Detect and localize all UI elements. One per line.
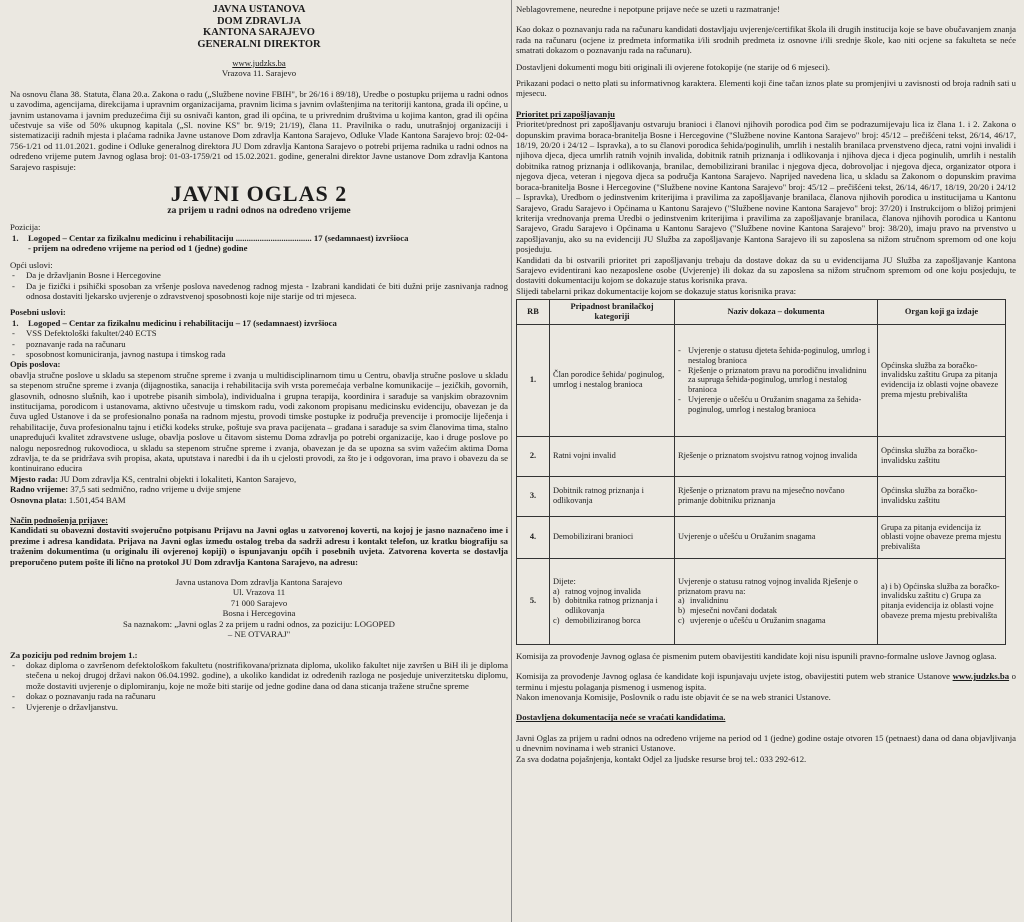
document-subtitle: za prijem u radni odnos na određeno vrijeme xyxy=(167,206,351,217)
intro-paragraph: Na osnovu člana 38. Statuta, člana 20.a. Zakona o radu („Službene novine FBIH", br 26/16 i 89/18), Uredbe o postupku prijema u radni odnos u zavodima, agencijama, direkcijama i upravnim organizacijama, pravnim licima s javnim ovlaštenjima na teritoriji kantona, grada ili općine, u javnim ustanovama i javnim preduzećima čiji su osnivači kanton, grad ili općina, te u privrednim društvima u kojima kanton, grad ili općina učestvuje sa više od 50% ukupnog kapitala („Sl. novine KS" br. 9/19; 21/19), člana 11. Pravilnika o radu, unutrašnjoj organizaciji i sistematizaciji radnih mjesta i plaćama radnika Javne ustanove Dom zdravlja Kantona Sarajevo, Odluke Vlade Kantona Sarajevo broj: 02-04-756-1/21 od 11.01.2021. godine i Odluke generalnog direktora JU Dom zdravlja Kantona Sarajevo o potrebi prijema radnika u radni odnos na određeno vrijeme putem Javnog oglasa broj: 01-03-1759/21 od 15.02.2021. godine, generalni direktor Javne ustanove Dom zdravlja Kantona Sarajevo raspisuje: xyxy=(10,88,508,172)
pozicija-period: - prijem na određeno vrijeme na period od 1 (jedne) godine xyxy=(28,243,248,254)
za-poziciju-label: Za poziciju pod rednim brojem 1.: xyxy=(10,649,138,660)
table-cell-document: Uvjerenje o učešću u Oružanim snagama xyxy=(675,516,878,558)
plata-label: Osnovna plata: xyxy=(10,494,67,505)
category-item xyxy=(553,616,671,626)
mjesto-label: Mjesto rada: xyxy=(10,473,59,484)
table-cell-rb: 4. xyxy=(517,516,550,558)
pozicija-text: Logoped – Centar za fizikalnu medicinu i rehabilitaciju ................................... 17 (sedamnaest) izvršioca xyxy=(28,232,409,243)
right-paragraph-1: Neblagovremene, neurednе i nepotpune prijave neće se uzeti u razmatranje! xyxy=(516,4,780,14)
za-poziciju-item: - Uvjerenje o državljanstvu. xyxy=(10,702,508,712)
table-cell-document: Rješenje o priznatom svojstvu ratnog vojnog invalida xyxy=(675,436,878,476)
prioritet-label: Prioritet pri zapošljavanju xyxy=(516,108,615,119)
opis-paragraph: obavlja stručne poslove u skladu sa stepenom stručne spreme i zvanja u multidisciplinarnom timu u Centru, obavlja stručne poslove u skladu sa stepenom stručne spreme i zvanja (dijagnostika, sanacija i rehabilitacija svih vrsta poremećaja verbalne komunikacije – jezičkih, govornih, glasovnih, odnosno slušnih, kao i upotrebe pisanih simbola), individualna i grupna terapija, koordinira i sarađuje sa vanjskim obrazovnim institucijama, porodicom i ustanovama, aktivno učestvuje u timskom radu, vodi zakonom propisanu medicinsku evidenciju, obavezan je da čuva ugled Ustanove i da se profesionalno ponaša na radnom mjestu, provodi timske postupke iz područja prevencije i promocije liječenja i rehabilitacije, čuva profesionalnu tajnu i etički kodeks struke, poštuje sva prava pacijenata – građana i sarađuje sa svim članovima tima, stalno unapređujući kvalitet zdravstvene usluge, obavlja poslove u čitavom sistemu Doma zdravlja po potrebi organizacije, kao i druge poslove po nalogu neposrednog rukovodioca, u skladu sa stepenom stručne spreme i zvanja, obavezan je da se upozna sa svim važećim aktima Doma zdravlja, te da se pridržava svih propisa, akata, uputstava i naredbi i da ih u cjelosti provodi, za što je i odgovoran, ima pravo i obavezu da se kontinuirano educira xyxy=(10,369,508,474)
table-cell-category: Ratni vojni invalid xyxy=(550,436,675,476)
item-letter: a) xyxy=(678,596,685,606)
item-text: uvjerenje o učešću u Oružanim snagama xyxy=(690,615,826,625)
osnovna-plata xyxy=(10,495,508,505)
table-cell-rb: 3. xyxy=(517,476,550,516)
posebni-uslov-item: - sposobnost komuniciranja, javnog nastupa i timskog rada xyxy=(10,349,508,359)
prioritet-paragraph: Prioritet/prednost pri zapošljavanju ostvaruju branioci i članovi njihovih porodica pod čim se podrazumijevaju lica iz člana 1. i 2. Zakona o dopunskim pravima boraca-branitelja Bosne i Hercegovine ("Službene novine Kantona Sarajevo" broj: 45/12 – prečišćeni tekst, 26/14, 46/17, 18/19, 20/20 i 24/12 – Ispravka), a to su članovi porodica šehida/poginulih, umrlih i nestalih branilaca prvenstveno djeca, ratni vojni invalidi i njihova djeca, djeca umrlih ratnih vojnih invalida, dobitnik ratnih priznanja i odlikovanja i njihova djeca i djeca poginulih, umrlih i nestalih dobitnika ratnog priznanja i odlikovanja, branilac, demobilizirani branilac i njegova djeca, dobrovoljac i njegova djeca, organizator otpora i njegova djeca, veteran i njegova djeca sa područja Kantona Sarajevo. Naprijed navedena lica, u skladu sa Zakonom o dopunskim pravima boraca-branitelja Bosne i Hercegovine ("Službene novine Kantona Sarajevo" broj: 45/12 – prečišćeni tekst, 26/14, 46/17, 18/19, 20/20 i 24/12 – Ispravka), Uredbom o jedinstvenim kriterijima i pravilima za zapošljavanje branilaca, članova njihovih porodica u institucijama u Kantonu Sarajevo, Gradu Sarajevo i Općinama u Kantonu Sarajevo ("Službene novine Kantona Sarajevo" broj: 37/20) i Instrukcijom o bližoj primjeni kriterija vrednovanja prema Uredbi o jedinstvenim kriterijima i pravilima za zapošljavanje branilaca, članova njihovih porodica u Kantonu Sarajevo, Gradu Sarajevo i Općinama u Kantonu Sarajevo ("Službene novine Kantona Sarajevo" broj: 38/20), imaju pravo na prvenstvo u zapošljavanju, ako su na evidenciji JU Služba za zapošljavanje Kantona Sarajevo ili su zaposlena sa nižom stručnom spremom od one koju posjeduju. xyxy=(516,119,1016,255)
header-line-1: JAVNA USTANOVA xyxy=(212,4,306,15)
table-header-row xyxy=(517,300,1006,325)
table-cell-rb: 2. xyxy=(517,436,550,476)
radno-label: Radno vrijeme: xyxy=(10,484,69,495)
address-line: Javna ustanova Dom zdravlja Kantona Sarajevo xyxy=(175,577,343,588)
right-paragraph-6 xyxy=(516,671,1016,692)
table-cell-issuer: Općinska služba za boračko-invalidsku zaštitu xyxy=(878,436,1006,476)
address-line: Sa naznakom: „Javni oglas 2 za prijem u radni odnos, za poziciju: LOGOPED xyxy=(123,618,395,629)
table-cell-issuer: Općinska služba za boračko-invalidsku zaštitu Grupa za pitanja evidencija iz oblasti vojne obaveze prema mjestu prebivališta xyxy=(878,324,1006,436)
za-poziciju-item: - dokaz o poznavanju rada na računaru xyxy=(10,691,508,701)
opci-uslov-item: - Da je fizički i psihički sposoban za vršenje poslova navedenog radnog mjesta - Izabrani kandidati će biti dužni prije zasnivanja radnog odnosa dostaviti ljekarsko uvjerenje o zdravstvenoj sposobnosti koje nije starije od tri mjeseca. xyxy=(10,281,508,302)
right-paragraph-9: Za sva dodatna pojašnjenja, kontakt Odjel za ljudske resurse broj tel.: 033 292-612. xyxy=(516,753,807,764)
website-link-2[interactable]: www.judzks.ba xyxy=(952,671,1010,682)
item-letter: b) xyxy=(553,596,560,606)
document-title: JAVNI OGLAS 2 xyxy=(170,181,348,207)
table-cell-document xyxy=(675,558,878,644)
right-column xyxy=(516,4,1016,764)
document-item xyxy=(678,596,874,606)
mjesto-value: JU Dom zdravlja KS, centralni objekti i lokaliteti, Kanton Sarajevo, xyxy=(60,473,297,484)
p6-start: Komisija za provođenje Javnog oglasa će kandidate koji ispunjavaju uvjete istog, obavijestiti putem web stranice Ustanove xyxy=(516,671,953,682)
item-letter: c) xyxy=(553,615,560,625)
address-line: Bosna i Hercegovina xyxy=(222,608,296,619)
table-cell-category xyxy=(550,558,675,644)
table-cell-category: Član porodice šehida/ poginulog, umrlog i nestalog branioca xyxy=(550,324,675,436)
item-letter: a) xyxy=(553,586,560,596)
item-text: dobitnika ratnog priznanja i odlikovanja xyxy=(565,596,658,616)
opci-uslovi-label: Opći uslovi: xyxy=(10,259,53,270)
posebni-uslovi-label: Posebni uslovi: xyxy=(10,307,66,318)
nacin-paragraph: Kandidati su obavezni dostaviti svojeručno potpisanu Prijavu na Javni oglas u zatvorenoj koverti, na kojoj je jasno naznačeno ime i prezime i adresa kandidata. Prijava na Javni oglas između ostalog treba da sadrži adresu i kontakt telefon, uz kratku biografiju sa traženim dokumentima (u originalu ili ovjerenoj kopiji) o ispunjavanju općih i posebnih uvjeta. Zatvorena koverta se dostavlja preporučeno putem pošte ili lično na protokol JU Dom zdravlja Kantona Sarajevo, na adresu: xyxy=(10,525,508,567)
right-paragraph-4: Prikazani podaci o netto plati su informativnog karaktera. Elementi koji čine tačan iznos plate su promjenjivi u zavisnosti od broja radnih sati u mjesecu. xyxy=(516,78,1016,99)
document-item xyxy=(678,606,874,616)
item-letter: b) xyxy=(678,606,685,616)
status-table xyxy=(516,299,1006,645)
opis-label: Opis poslova: xyxy=(10,359,61,370)
item-text: invalidninu xyxy=(690,596,729,606)
pozicija-label: Pozicija: xyxy=(10,222,41,233)
right-paragraph-5: Komisija za provođenje Javnog oglasa će pismenim putem obavijestiti kandidate koji nisu ispunili pravno-formalne uslove Javnog oglasa. xyxy=(516,650,997,661)
table-header-cell: Naziv dokaza – dokumenta xyxy=(675,300,878,325)
dostavljena-label: Dostavljena dokumentacija neće se vraćati kandidatima. xyxy=(516,712,726,723)
category-item xyxy=(553,596,671,616)
table-cell-document: Rješenje o priznatom pravu na mjesečno novčano primanje dobitniku priznanja xyxy=(675,476,878,516)
document-item xyxy=(678,616,874,626)
table-cell-issuer: Općinska služba za boračko-invalidsku zaštitu xyxy=(878,476,1006,516)
table-row xyxy=(517,558,1006,644)
header-line-4: GENERALNI DIREKTOR xyxy=(197,38,321,50)
right-paragraph-2: Kao dokaz o poznavanju rada na računaru kandidati dostavljaju uvjerenje/certifikat škola ili drugih institucija koje se bave obučavanjem znanja rada na računaru (ocjene iz predmeta informatika i/ili srodnih predmeta iz osnovne i/ili srednje škole, kao niti ocjene sa fakulteta se neće smatrati dokazom o poznavanju rada na računaru). xyxy=(516,24,1016,56)
table-cell-document xyxy=(675,324,878,436)
mjesto-rada xyxy=(10,474,508,484)
header-line-2: DOM ZDRAVLJA xyxy=(216,15,302,27)
document-item: - Uvjerenje o učešću u Oružanim snagama za šehida-poginulog, umrlog i nestalog branioca xyxy=(678,395,874,415)
nacin-label: Način podnošenja prijave: xyxy=(10,515,108,526)
address-line: 71 000 Sarajevo xyxy=(230,597,288,608)
radno-value: 37,5 sati sedmično, radno vrijeme u dvije smjene xyxy=(70,484,241,495)
document-item: - Rješenje o priznatom pravu na porodičnu invalidninu za supruga šehida-poginulog, umrlog i nestalog branioca xyxy=(678,366,874,395)
table-row xyxy=(517,516,1006,558)
opci-uslov-item: - Da je državljanin Bosne i Hercegovine xyxy=(10,270,508,280)
radno-vrijeme xyxy=(10,484,508,494)
document-head: Uvjerenje o statusu ratnog vojnog invalida Rješenje o priznatom pravu na: xyxy=(678,576,858,596)
right-paragraph-7: Nakon imenovanja Komisije, Poslovnik o radu iste objavit će se na web stranici Ustanove. xyxy=(516,691,831,702)
table-header-cell: Pripadnost branilačkoj kategoriji xyxy=(550,300,675,325)
prioritet-paragraph-3: Slijedi tabelarni prikaz dokumentacije kojom se dokazuje status korisnika prava: xyxy=(516,285,797,296)
item-letter: c) xyxy=(678,615,685,625)
address-line: – NE OTVARAJ" xyxy=(227,629,291,640)
header-address: Vrazova 11. Sarajevo xyxy=(221,68,297,79)
table-header-cell: Organ koji ga izdaje xyxy=(878,300,1006,325)
prioritet-paragraph-2: Kandidati da bi ostvarili prioritet pri zapošljavanju trebaju da dostave dokaz da su u evidencijama JU Služba za zapošljavanje Kantona Sarajevo evidentirani kao nezaposlene osobe (Uvjerenje) ili dokaz da su zaposlena sa nižom stručnom spremom od one koju posjeduju, te dostaviti dokumentaciju kojom se dokazuje status korisnika prava. xyxy=(516,254,1016,286)
document-item: - Uvjerenje o statusu djeteta šehida-poginulog, umrlog i nestalog branioca xyxy=(678,346,874,366)
right-paragraph-8: Javni Oglas za prijem u radni odnos na određeno vrijeme na period od 1 (jedne) godine ostaje otvoren 15 (petnaest) dana od dana objavljivanja u dnevnim novinama i web stranici Ustanove. xyxy=(516,732,1016,754)
item-text: demobiliziranog borca xyxy=(565,615,641,625)
table-cell-category: Dobitnik ratnog priznanja i odlikovanja xyxy=(550,476,675,516)
pozicija-item xyxy=(10,233,508,243)
table-cell-issuer: a) i b) Općinska služba za boračko-invalidsku zaštitu c) Grupa za pitanja evidencija iz oblasti vojne obaveze prema mjestu prebivališta xyxy=(878,558,1006,644)
posebni-uslov-item: - poznavanje rada na računaru xyxy=(10,339,508,349)
za-poziciju-item: - dokaz diploma o završenom defektološkom fakultetu (nostrifikovana/priznata diploma, ukoliko fakultet nije završen u BiH ili je diploma stečena u nekoj drugoj državi nakon 06.04.1992. godine), a ukoliko kandidat iz određenih razloga ne posjeduje univerzitetsku diplomu, može dostaviti uvjerenje o diplomiranju, koje ne može biti starije od jedne godine dana od dana sticanja tražene stručne spreme xyxy=(10,660,508,691)
header-line-3: KANTONA SARAJEVO xyxy=(203,27,315,38)
category-head: Dijete: xyxy=(553,576,576,586)
posebni-title: Logoped – Centar za fizikalnu medicinu i rehabilitaciju – 17 (sedamnaest) izvršioca xyxy=(28,317,337,328)
posebni-uslov-item: - VSS Defektološki fakultet/240 ECTS xyxy=(10,328,508,338)
pozicija-number: 1. xyxy=(12,232,19,243)
table-row xyxy=(517,436,1006,476)
plata-value: 1.501,454 BAM xyxy=(68,494,126,505)
item-text: mjesečni novčani dodatak xyxy=(690,606,777,616)
table-cell-issuer: Grupa za pitanja evidencija iz oblasti vojne obaveze prema mjestu prebivališta xyxy=(878,516,1006,558)
table-cell-rb: 5. xyxy=(517,558,550,644)
table-cell-rb: 1. xyxy=(517,324,550,436)
posebni-item xyxy=(10,318,508,328)
p6-end: o terminu i mjestu polaganja pismenog i usmenog ispita. xyxy=(516,671,1016,692)
right-paragraph-3: Dostavljeni dokumenti mogu biti originali ili ovjerene fotokopije (ne starije od 6 mjeseci). xyxy=(516,61,830,72)
category-item xyxy=(553,587,671,597)
item-text: ratnog vojnog invalida xyxy=(565,586,641,596)
column-divider xyxy=(511,0,512,922)
table-row xyxy=(517,476,1006,516)
left-column xyxy=(10,4,508,712)
posebni-number: 1. xyxy=(12,317,19,328)
table-header-cell: RB xyxy=(517,300,550,325)
website-link[interactable]: www.judzks.ba xyxy=(232,58,286,68)
address-line: Ul. Vrazova 11 xyxy=(232,587,286,598)
table-row xyxy=(517,324,1006,436)
table-cell-category: Demobilizirani branioci xyxy=(550,516,675,558)
